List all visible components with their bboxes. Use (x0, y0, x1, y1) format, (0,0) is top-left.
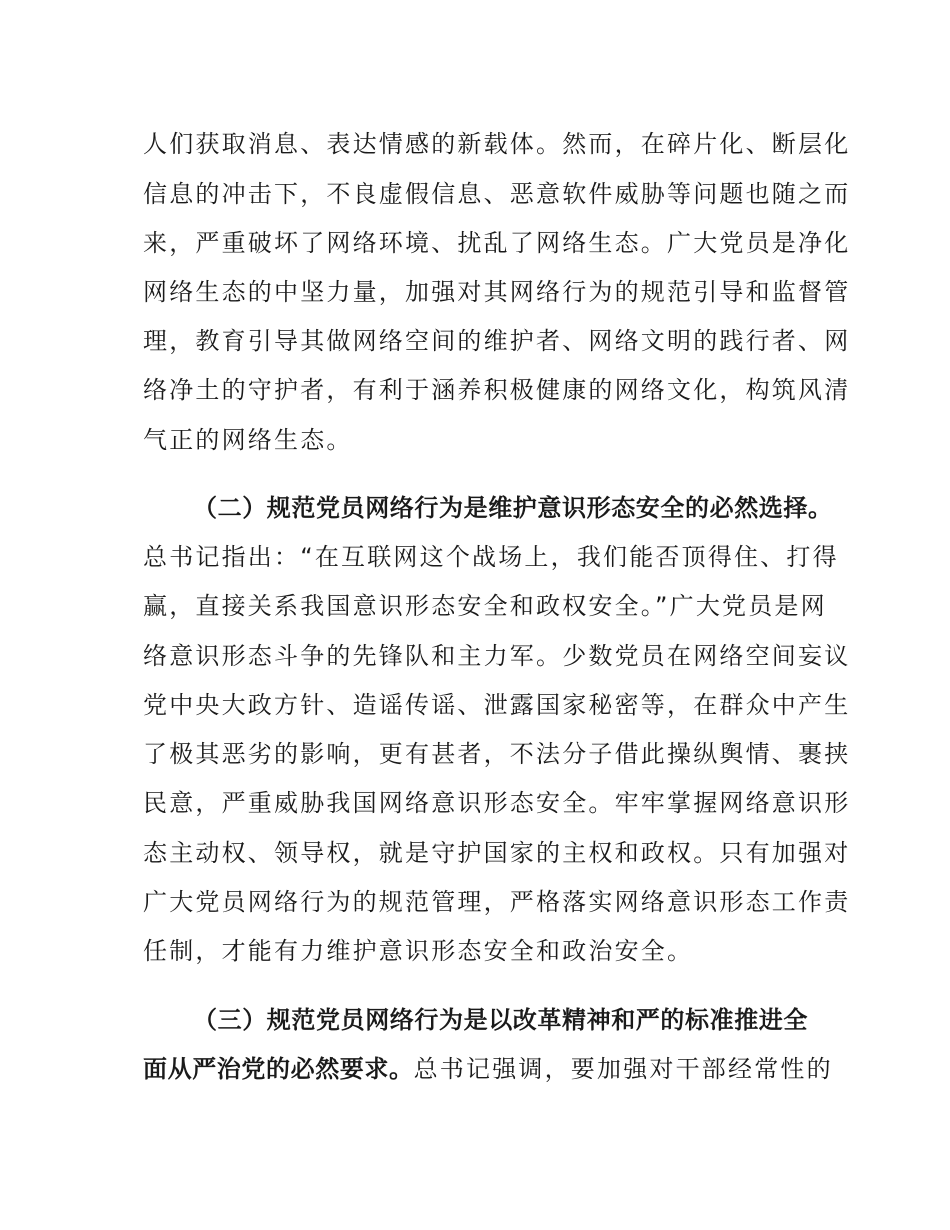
body-text-line: 络净土的守护者，有利于涵养积极健康的网络文化，构筑风清 (143, 376, 851, 404)
body-text-line: 任制，才能有力维护意识形态安全和政治安全。 (143, 937, 694, 965)
body-text-line: 广大党员网络行为的规范管理，严格落实网络意识形态工作责 (143, 888, 851, 916)
body-text-line: 网络生态的中坚力量，加强对其网络行为的规范引导和监督管 (143, 278, 851, 306)
body-text-line: 气正的网络生态。 (143, 426, 353, 454)
body-text-line: 民意，严重威胁我国网络意识形态安全。牢牢掌握网络意识形 (143, 789, 851, 817)
body-text-line: 络意识形态斗争的先锋队和主力军。少数党员在网络空间妄议 (143, 642, 851, 670)
body-text-line: 人们获取消息、表达情感的新载体。然而，在碎片化、断层化 (143, 130, 851, 158)
section-heading-3: （三）规范党员网络行为是以改革精神和严的标准推进全 (193, 1006, 808, 1034)
mixed-text-line (143, 1054, 833, 1084)
body-text-line: 信息的冲击下，不良虚假信息、恶意软件威胁等问题也随之而 (143, 180, 851, 208)
body-text-line: 理，教育引导其做网络空间的维护者、网络文明的践行者、网 (143, 327, 851, 355)
body-text-line: 党中央大政方针、造谣传谣、泄露国家秘密等，在群众中产生 (143, 691, 851, 719)
body-text-fragment: 总书记强调，要加强对干部经常性的 (413, 1055, 833, 1083)
body-text-line: 了极其恶劣的影响，更有甚者，不法分子借此操纵舆情、裹挟 (143, 740, 851, 768)
body-text-line: 来，严重破坏了网络环境、扰乱了网络生态。广大党员是净化 (143, 229, 851, 257)
section-heading-3-continued: 面从严治党的必然要求。 (143, 1055, 414, 1083)
section-heading-2: （二）规范党员网络行为是维护意识形态安全的必然选择。 (193, 494, 833, 522)
body-text-line: 赢，直接关系我国意识形态安全和政权安全。”广大党员是网 (143, 592, 827, 620)
body-text-line: 总书记指出：“在互联网这个战场上，我们能否顶得住、打得 (143, 543, 839, 571)
body-text-line: 态主动权、领导权，就是守护国家的主权和政权。只有加强对 (143, 839, 851, 867)
